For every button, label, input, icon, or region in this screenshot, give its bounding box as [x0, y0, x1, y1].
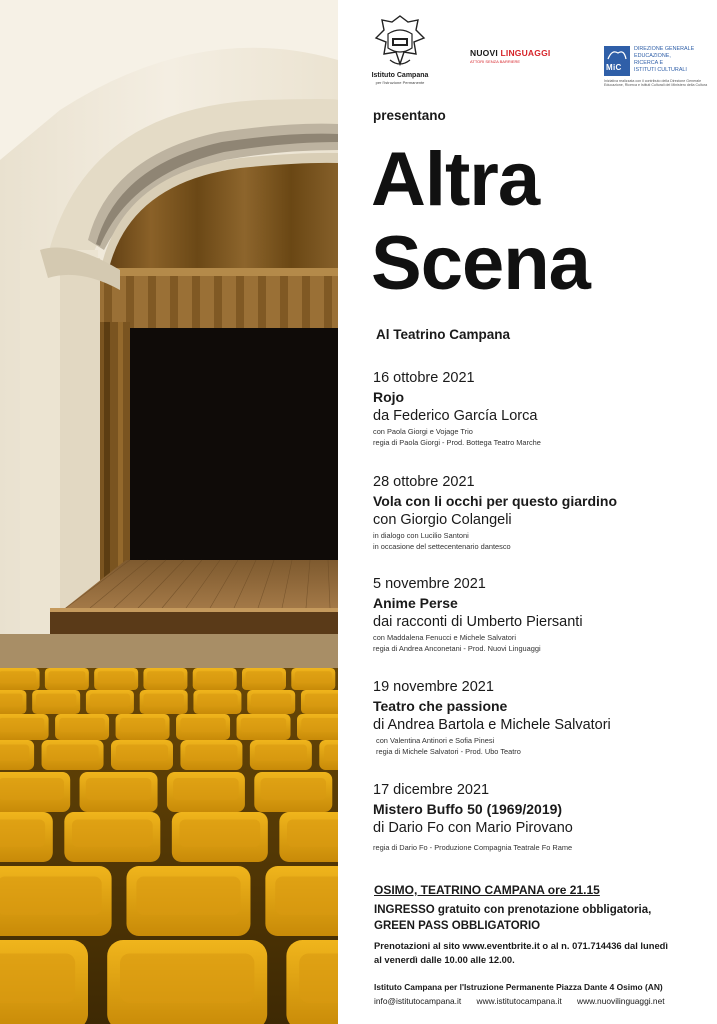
- seat-cushion: [287, 820, 338, 848]
- event-date: 5 novembre 2021: [373, 576, 486, 592]
- mic-line-1: DIREZIONE GENERALE: [634, 46, 695, 52]
- seat-cushion: [36, 694, 76, 707]
- campana-name: Istituto Campana: [371, 72, 429, 79]
- poster-text-column: [338, 0, 717, 1024]
- email-link[interactable]: info@istitutocampana.it: [374, 996, 462, 1006]
- presentano-label: presentano: [373, 108, 446, 123]
- event-item: [373, 678, 713, 757]
- venue-label: Al Teatrino Campana: [376, 327, 511, 342]
- seat-cushion: [144, 694, 184, 707]
- event-author: di Andrea Bartola e Michele Salvatori: [373, 717, 611, 733]
- institute-address: Istituto Campana per l'Istruzione Permanente Piazza Dante 4 Osimo (AN): [374, 982, 663, 992]
- seat-cushion: [90, 694, 130, 707]
- seat-cushion: [295, 671, 332, 683]
- event-author: di Dario Fo con Mario Pirovano: [373, 820, 573, 836]
- seat-cushion: [47, 745, 99, 762]
- event-name: Rojo: [373, 389, 405, 405]
- event-credit: regia di Dario Fo - Produzione Compagnia Teatrale Fo Rame: [373, 843, 573, 852]
- event-item: [373, 575, 713, 654]
- seat-cushion: [255, 745, 307, 762]
- title-line-2: Scena: [371, 221, 590, 306]
- mic-line-3: RICERCA E: [634, 60, 664, 66]
- seat-cushion: [197, 694, 237, 707]
- seat-cushion: [116, 745, 168, 762]
- seat-cushion: [120, 954, 254, 1004]
- seat-cushion: [0, 778, 64, 800]
- event-name: Vola con li occhi per questo giardino: [373, 493, 617, 509]
- event-date: 28 ottobre 2021: [373, 474, 475, 490]
- seat-cushion: [48, 671, 85, 683]
- event-date: 16 ottobre 2021: [373, 370, 475, 386]
- event-item: [373, 369, 713, 448]
- seat-cushion: [0, 954, 75, 1004]
- seat-cushion: [180, 820, 261, 848]
- seat-cushion: [0, 694, 23, 707]
- campana-subtitle: per l'Istruzione Permanente: [375, 80, 425, 85]
- admission-line-2: GREEN PASS OBBLIGATORIO: [374, 920, 541, 932]
- seat-cushion: [241, 718, 286, 732]
- event-credit: in dialogo con Lucilio Santoni: [373, 531, 469, 540]
- seat-cushion: [299, 954, 338, 1004]
- event-credit: in occasione del settecentenario dantesco: [373, 542, 511, 551]
- seat-cushion: [0, 671, 36, 683]
- booking-info: [374, 939, 714, 967]
- seat-cushion: [147, 671, 184, 683]
- theatre-photo: [0, 0, 338, 1024]
- event-item: [373, 781, 713, 853]
- seat-cushion: [196, 671, 233, 683]
- admission-info: [374, 902, 714, 934]
- crest-icon: [374, 14, 426, 70]
- event-author: da Federico García Lorca: [373, 408, 538, 424]
- booking-line-2: al venerdì dalle 10.00 alle 12.00.: [374, 954, 515, 965]
- mic-line-2: EDUCAZIONE,: [634, 53, 671, 59]
- seat-cushion: [0, 877, 102, 916]
- website-link-campana[interactable]: www.istitutocampana.it: [476, 996, 562, 1006]
- seat-cushion: [275, 877, 338, 916]
- mic-abbrev: MiC: [606, 63, 622, 72]
- mic-badge-icon: [604, 46, 630, 76]
- event-credit: regia di Paola Giorgi - Prod. Bottega Teatro Marche: [373, 438, 541, 447]
- seat-cushion: [246, 671, 283, 683]
- event-date: 17 dicembre 2021: [373, 782, 490, 798]
- seat-cushion: [59, 718, 104, 732]
- booking-line-1: Prenotazioni al sito www.eventbrite.it o al n. 071.714436 dal lunedì: [374, 940, 669, 951]
- seat-cushion: [0, 745, 29, 762]
- seat-cushion: [305, 694, 338, 707]
- seat-cushion: [0, 718, 44, 732]
- website-link-nuovi-linguaggi[interactable]: www.nuovilinguaggi.net: [577, 996, 665, 1006]
- event-credit: con Valentina Antinori e Sofia Pinesi: [376, 736, 495, 745]
- admission-line-1: INGRESSO gratuito con prenotazione obbligatoria,: [374, 904, 652, 916]
- event-name: Mistero Buffo 50 (1969/2019): [373, 801, 563, 817]
- seat-cushion: [86, 778, 152, 800]
- seat-cushion: [180, 718, 225, 732]
- event-author: dai racconti di Umberto Piersanti: [373, 614, 583, 630]
- event-credit: con Maddalena Fenucci e Michele Salvatori: [373, 633, 516, 642]
- seat-cushion: [0, 820, 45, 848]
- nuovi-linguaggi-logo: [470, 48, 566, 64]
- seat-cushion: [72, 820, 153, 848]
- title-line-1: Altra: [371, 137, 540, 222]
- seat-cushion: [120, 718, 165, 732]
- nl-word-2: LINGUAGGI: [500, 48, 551, 58]
- event-date: 19 novembre 2021: [373, 679, 494, 695]
- seat-cushion: [251, 694, 291, 707]
- event-credit: regia di Michele Salvatori - Prod. Ubo Teatro: [376, 747, 521, 756]
- event-credit: regia di Andrea Anconetani - Prod. Nuovi Linguaggi: [373, 644, 541, 653]
- seat-cushion: [98, 671, 135, 683]
- seat-cushion: [136, 877, 240, 916]
- mic-note: Iniziativa realizzata con il contributo della Direzione Generale Educazione, Ricerca e Istituti Culturali del Ministero della Cultura: [604, 79, 708, 88]
- event-name: Teatro che passione: [373, 698, 508, 714]
- seat-cushion: [324, 745, 338, 762]
- poster-title: [371, 138, 590, 306]
- nl-subtitle: ATTORI SENZA BARRIERE: [470, 59, 521, 64]
- contacts-row: [374, 996, 714, 1006]
- event-credit: con Paola Giorgi e Vojage Trio: [373, 427, 473, 436]
- istituto-campana-logo: [370, 14, 430, 85]
- seat-cushion: [173, 778, 239, 800]
- venue-time: OSIMO, TEATRINO CAMPANA ore 21.15: [374, 883, 600, 897]
- seat-cushion: [301, 718, 338, 732]
- event-author: con Giorgio Colangeli: [373, 512, 512, 528]
- mic-line-4: ISTITUTI CULTURALI: [634, 67, 687, 73]
- nl-word-1: NUOVI: [470, 48, 498, 58]
- event-name: Anime Perse: [373, 595, 458, 611]
- event-item: [373, 473, 713, 552]
- seat-cushion: [261, 778, 327, 800]
- seat-cushion: [185, 745, 237, 762]
